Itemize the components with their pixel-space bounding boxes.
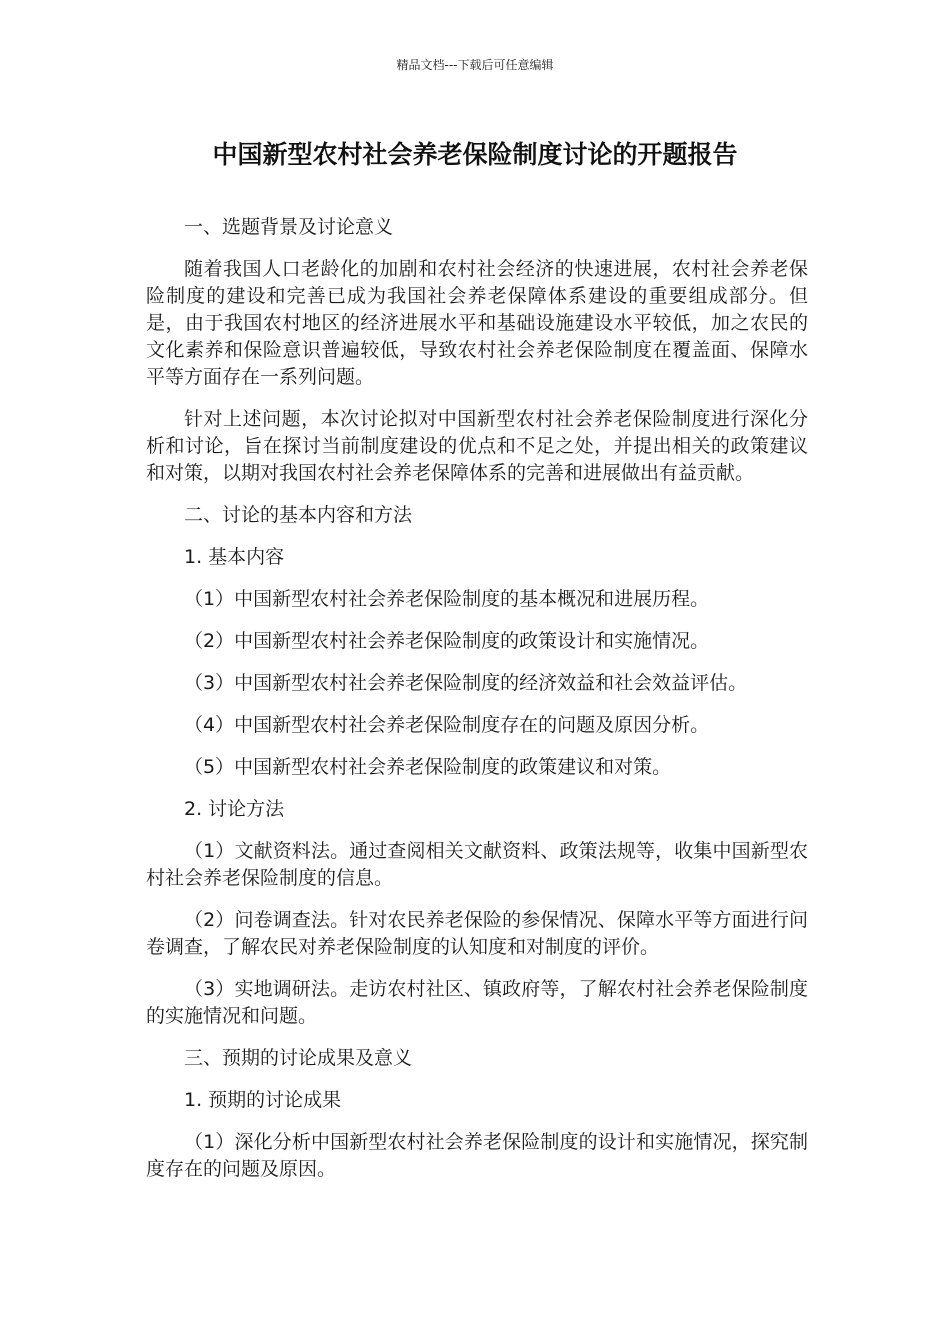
paragraph-background: 随着我国人口老龄化的加剧和农村社会经济的快速进展，农村社会养老保险制度的建设和完善已成为我国社会养老保障体系建设的重要组成部分。但是，由于我国农村地区的经济进展水平和基础设施建设水平较低，加之农民的文化素养和保险意识普遍较低，导致农村社会养老保险制度在覆盖面、保障水平等方面存在一系列问题。 <box>146 258 808 388</box>
list-item: （2）中国新型农村社会养老保险制度的政策设计和实施情况。 <box>184 630 710 652</box>
list-item: （3）中国新型农村社会养老保险制度的经济效益和社会效益评估。 <box>184 672 748 694</box>
subsection-heading-basic-content: 1. 基本内容 <box>184 546 285 568</box>
document-body <box>146 214 808 1198</box>
subsection-heading-methods: 2. 讨论方法 <box>184 798 285 820</box>
section-heading-3: 三、预期的讨论成果及意义 <box>184 1047 413 1069</box>
paragraph-purpose: 针对上述问题，本次讨论拟对中国新型农村社会养老保险制度进行深化分析和讨论，旨在探讨当前制度建设的优点和不足之处，并提出相关的政策建议和对策，以期对我国农村社会养老保障体系的完善和进展做出有益贡献。 <box>146 408 808 484</box>
result-item: （1）深化分析中国新型农村社会养老保险制度的设计和实施情况，探究制度存在的问题及原因。 <box>146 1131 808 1180</box>
section-heading-2: 二、讨论的基本内容和方法 <box>184 504 413 526</box>
method-item: （2）问卷调查法。针对农民养老保险的参保情况、保障水平等方面进行问卷调查，了解农民对养老保险制度的认知度和对制度的评价。 <box>146 909 808 958</box>
list-item: （5）中国新型农村社会养老保险制度的政策建议和对策。 <box>184 756 672 778</box>
method-item: （1）文献资料法。通过查阅相关文献资料、政策法规等，收集中国新型农村社会养老保险制度的信息。 <box>146 840 808 889</box>
section-heading-1: 一、选题背景及讨论意义 <box>184 216 394 238</box>
method-item: （3）实地调研法。走访农村社区、镇政府等，了解农村社会养老保险制度的实施情况和问题。 <box>146 978 808 1027</box>
document-title: 中国新型农村社会养老保险制度讨论的开题报告 <box>212 140 738 169</box>
page-header: 精品文档---下载后可任意编辑 <box>396 58 554 72</box>
list-item: （1）中国新型农村社会养老保险制度的基本概况和进展历程。 <box>184 588 710 610</box>
list-item: （4）中国新型农村社会养老保险制度存在的问题及原因分析。 <box>184 714 710 736</box>
subsection-heading-expected-results: 1. 预期的讨论成果 <box>184 1089 342 1111</box>
